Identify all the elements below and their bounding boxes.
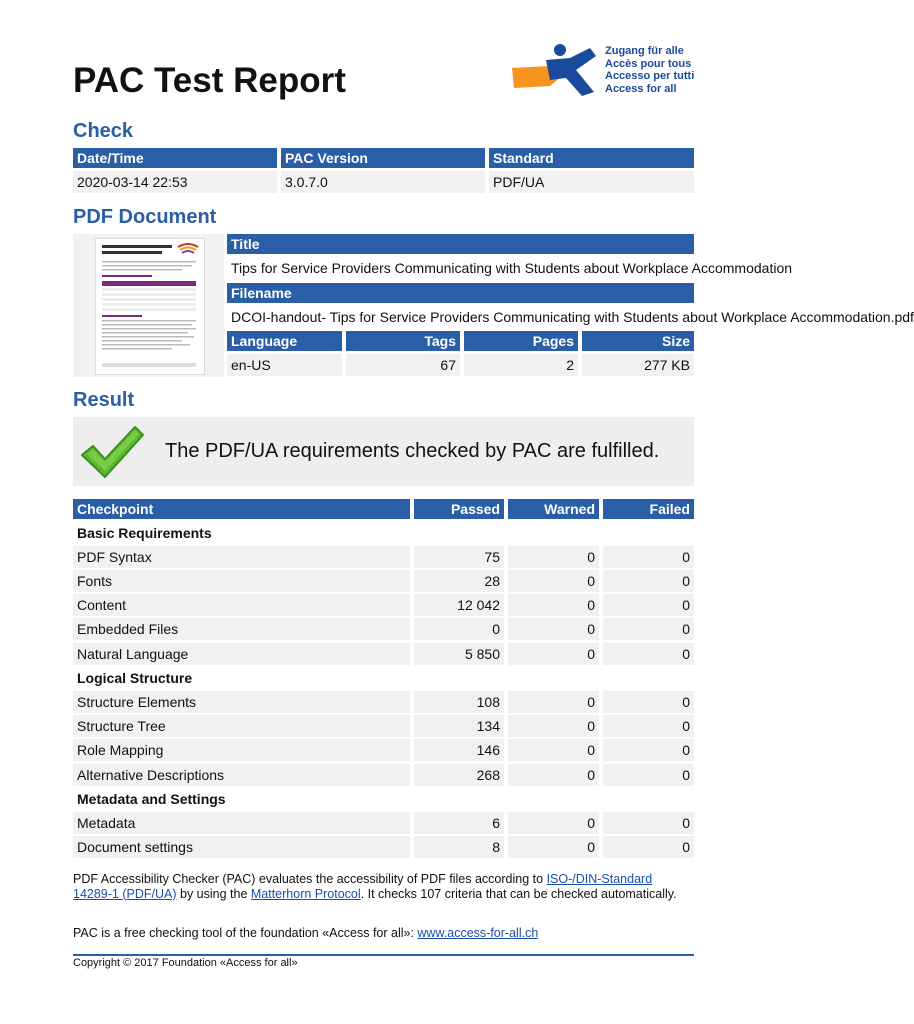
checkpoint-cell-failed: 0 [603, 594, 694, 616]
access-for-all-logo [510, 40, 700, 100]
checkpoint-cell-failed: 0 [603, 764, 694, 786]
checkpoint-cell-warned: 0 [508, 594, 599, 616]
checkpoint-group-title: Metadata and Settings [73, 788, 694, 810]
checkpoint-cell-warned: 0 [508, 643, 599, 665]
checkpoint-cell-passed: 5 850 [414, 643, 504, 665]
checkpoint-cell-name: Content [73, 594, 410, 616]
checkpoint-cell-failed: 0 [603, 812, 694, 834]
checkpoint-cell-passed: 0 [414, 618, 504, 640]
logo-figure-icon [510, 40, 605, 100]
check-header-standard: Standard [489, 148, 694, 168]
checkpoint-cell-name: Metadata [73, 812, 410, 834]
checkpoint-cell-name: Alternative Descriptions [73, 764, 410, 786]
checkpoint-cell-warned: 0 [508, 546, 599, 568]
meta-value-tags: 67 [346, 354, 460, 376]
checkpoint-cell-name: Structure Tree [73, 715, 410, 737]
checkpoint-cell-failed: 0 [603, 739, 694, 761]
checkpoint-cell-passed: 12 042 [414, 594, 504, 616]
checkmark-icon [77, 421, 147, 483]
logo-line: Accès pour tous [605, 57, 692, 70]
footer-text: PDF Accessibility Checker (PAC) evaluates the accessibility of PDF files according to [73, 872, 547, 886]
checkpoint-cell-name: Document settings [73, 836, 410, 858]
checkpoint-cell-passed: 108 [414, 691, 504, 713]
pdf-document-heading: PDF Document [73, 206, 217, 228]
result-message: The PDF/UA requirements checked by PAC are fulfilled. [165, 440, 660, 462]
checkpoint-cell-failed: 0 [603, 618, 694, 640]
footer-description [73, 872, 694, 901]
checkpoint-cell-failed: 0 [603, 691, 694, 713]
checkpoint-header-passed: Passed [414, 499, 504, 519]
meta-value-language: en-US [227, 354, 342, 376]
logo-line: Accesso per tutti [605, 70, 695, 82]
checkpoint-cell-warned: 0 [508, 570, 599, 592]
footer-text: by using the [176, 886, 251, 901]
checkpoint-header-warned: Warned [508, 499, 599, 519]
checkpoint-cell-passed: 268 [414, 764, 504, 786]
meta-value-pages: 2 [464, 354, 578, 376]
check-header-datetime: Date/Time [73, 148, 277, 168]
checkpoint-cell-warned: 0 [508, 618, 599, 640]
checkpoint-cell-failed: 0 [603, 643, 694, 665]
checkpoint-cell-name: PDF Syntax [73, 546, 410, 568]
meta-header-language: Language [227, 331, 342, 351]
checkpoint-cell-warned: 0 [508, 691, 599, 713]
meta-header-tags: Tags [346, 331, 460, 351]
check-value-standard: PDF/UA [489, 171, 694, 193]
checkpoint-group-title: Logical Structure [73, 667, 694, 689]
checkpoint-cell-passed: 8 [414, 836, 504, 858]
checkpoint-cell-passed: 134 [414, 715, 504, 737]
checkpoint-cell-warned: 0 [508, 836, 599, 858]
page-title: PAC Test Report [73, 61, 346, 100]
checkpoint-cell-failed: 0 [603, 836, 694, 858]
copyright: Copyright © 2017 Foundation «Access for all» [73, 957, 298, 969]
logo-line: Access for all [605, 82, 677, 95]
checkpoint-cell-failed: 0 [603, 715, 694, 737]
checkpoint-cell-passed: 28 [414, 570, 504, 592]
checkpoint-header-failed: Failed [603, 499, 694, 519]
checkpoint-cell-failed: 0 [603, 546, 694, 568]
checkpoint-cell-warned: 0 [508, 739, 599, 761]
checkpoint-group-title: Basic Requirements [73, 522, 694, 544]
checkpoint-header-name: Checkpoint [73, 499, 410, 519]
check-heading: Check [73, 120, 134, 142]
checkpoint-cell-passed: 146 [414, 739, 504, 761]
footer-foundation [73, 926, 694, 941]
footer-text: . It checks 107 criteria that can be checked automatically. [360, 886, 677, 901]
document-title-label: Title [227, 234, 694, 254]
checkpoint-cell-failed: 0 [603, 570, 694, 592]
checkpoint-cell-name: Fonts [73, 570, 410, 592]
result-heading: Result [73, 389, 135, 411]
check-value-datetime: 2020-03-14 22:53 [73, 171, 277, 193]
document-title-value: Tips for Service Providers Communicating with Students about Workplace Accommodation [227, 257, 768, 279]
document-filename-label: Filename [227, 283, 694, 303]
result-panel [73, 417, 694, 486]
checkpoint-cell-passed: 75 [414, 546, 504, 568]
checkpoint-cell-name: Structure Elements [73, 691, 410, 713]
check-header-version: PAC Version [281, 148, 485, 168]
checkpoint-cell-name: Natural Language [73, 643, 410, 665]
document-filename-value: DCOI-handout- Tips for Service Providers Communicating with Students about Workplace Accommodation.pdf [227, 306, 768, 328]
matterhorn-protocol-link[interactable]: Matterhorn Protocol [250, 886, 361, 901]
iso-standard-link[interactable]: ISO-/DIN-Standard 14289-1 (PDF/UA) [73, 872, 653, 901]
checkpoint-cell-warned: 0 [508, 812, 599, 834]
logo-line: Zugang für alle [605, 45, 684, 57]
meta-header-pages: Pages [464, 331, 578, 351]
checkpoint-cell-passed: 6 [414, 812, 504, 834]
footer-text: PAC is a free checking tool of the foundation «Access for all»: [73, 926, 418, 940]
checkpoint-cell-name: Role Mapping [73, 739, 410, 761]
check-value-version: 3.0.7.0 [281, 171, 485, 193]
access-for-all-link[interactable]: www.access-for-all.ch [417, 926, 539, 940]
meta-value-size: 277 KB [582, 354, 694, 376]
meta-header-size: Size [582, 331, 694, 351]
checkpoint-cell-warned: 0 [508, 764, 599, 786]
checkpoint-cell-warned: 0 [508, 715, 599, 737]
document-thumbnail [73, 234, 224, 377]
checkpoint-cell-name: Embedded Files [73, 618, 410, 640]
